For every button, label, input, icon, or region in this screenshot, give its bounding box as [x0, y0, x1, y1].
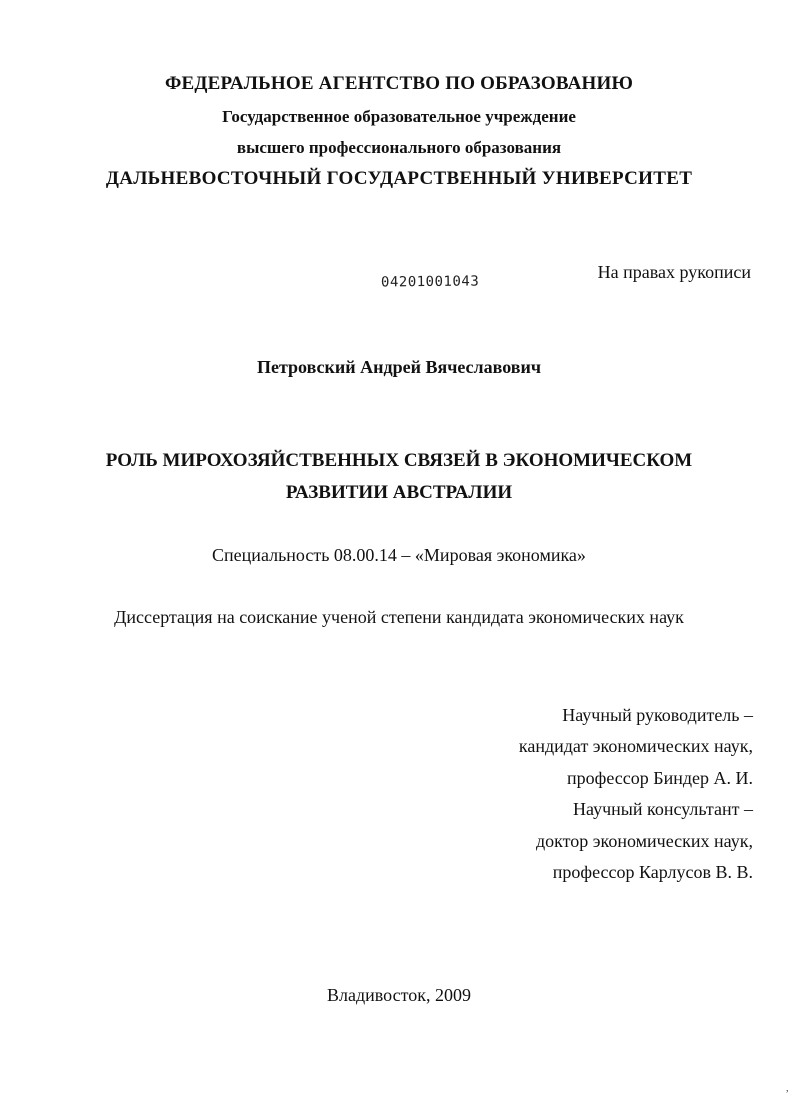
university-heading: ДАЛЬНЕВОСТОЧНЫЙ ГОСУДАРСТВЕННЫЙ УНИВЕРСИТЕТ — [105, 168, 693, 189]
advisors-block — [519, 700, 753, 888]
catalog-number-stamp: 04201001043 — [380, 273, 480, 291]
advisor-line: Научный руководитель – — [562, 705, 753, 725]
advisor-line: кандидат экономических наук, — [518, 736, 753, 757]
specialty-line: Специальность 08.00.14 – «Мировая экономика» — [212, 545, 586, 565]
author-name: Петровский Андрей Вячеславович — [256, 357, 542, 377]
agency-heading: ФЕДЕРАЛЬНОЕ АГЕНТСТВО ПО ОБРАЗОВАНИЮ — [164, 73, 634, 94]
dissertation-title-line-1: РОЛЬ МИРОХОЗЯЙСТВЕННЫХ СВЯЗЕЙ В ЭКОНОМИЧЕСКОМ — [105, 450, 693, 471]
dissertation-degree-note: Диссертация на соискание ученой степени кандидата экономических наук — [114, 607, 684, 627]
manuscript-rights-note: На правах рукописи — [597, 262, 751, 282]
corner-scan-mark: , — [786, 1083, 789, 1094]
advisor-line: профессор Карлусов В. В. — [552, 862, 753, 883]
advisor-line: доктор экономических наук, — [536, 830, 753, 851]
dissertation-title-line-2: РАЗВИТИИ АВСТРАЛИИ — [285, 482, 513, 503]
institution-line-1: Государственное образовательное учреждение — [222, 107, 576, 126]
advisor-line: профессор Биндер А. И. — [567, 767, 753, 788]
city-year-footer: Владивосток, 2009 — [327, 985, 471, 1005]
institution-line-2: высшего профессионального образования — [236, 138, 562, 157]
advisor-line: Научный консультант – — [573, 799, 753, 820]
